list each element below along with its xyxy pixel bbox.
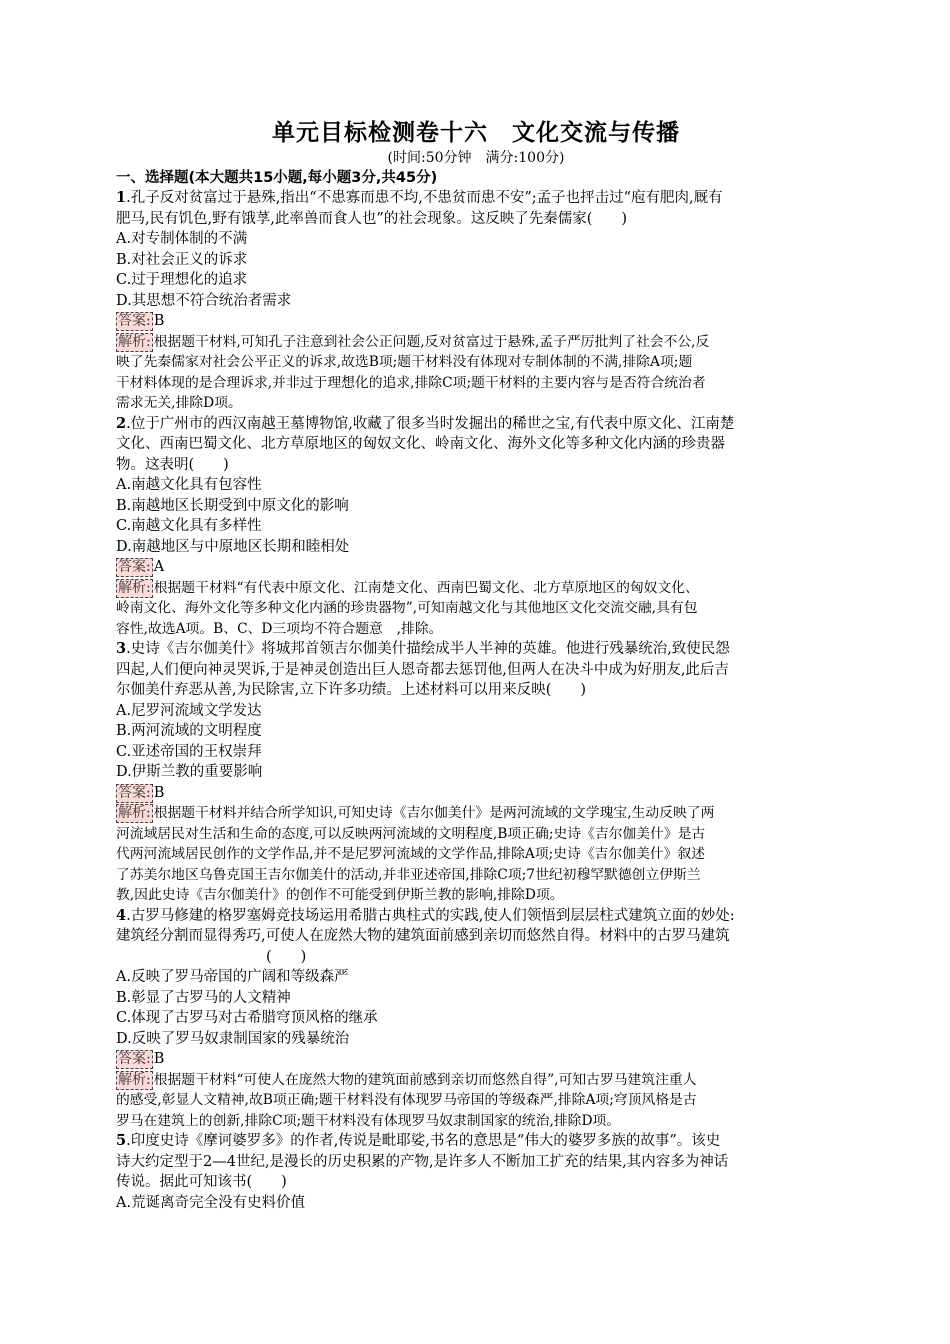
explain-tag: 解析: bbox=[118, 579, 151, 596]
question-3: 3.史诗《吉尔伽美什》将城邦首领吉尔伽美什描绘成半人半神的英雄。他进行残暴统治,致使民怨 四起,人们便向神灵哭诉,于是神灵创造出巨人恩奇都去惩罚他,但两人在决斗中成为好朋友,此后吉 尔伽美什弃恶从善,为民除害,立下许多功绩。上述材料可以用来反映( ) A.尼罗河流域文学发达 B.两河流域的文明程度 C.亚述帝国的王权崇拜 D.伊斯兰教的重要影响 答案: B 解析: 根据题干材料并结合所学知识,可知史诗《吉尔伽美什》是两河流域的文学瑰宝,生动反映了两 河流域居民对生活和生命的态度,可以反映两河流域的文明程度,B项正确;史诗《吉尔伽美什》是古 代两河流域居民创作的文学作品,并不是尼罗河流域的文学作品,排除A项;史诗《吉尔伽美什》叙述 了苏美尔地区乌鲁克国王吉尔伽美什的活动,并非亚述帝国,排除C项;7世纪初穆罕默德创立伊斯兰 教,因此史诗《吉尔伽美什》的创作不可能受到伊斯兰教的影响,排除D项。 bbox=[116, 639, 836, 906]
answer-tag: 答案: bbox=[118, 784, 151, 801]
option-b: B.彰显了古罗马的人文精神 bbox=[116, 989, 291, 1006]
answer-tag: 答案: bbox=[118, 559, 151, 575]
document-page bbox=[116, 118, 836, 1213]
option-d: D.反映了罗马奴隶制国家的残暴统治 bbox=[116, 1030, 350, 1047]
question-1: 1.孔子反对贫富过于悬殊,指出“不患寡而患不均,不患贫而患不安”;孟子也抨击过“庖有肥肉,厩有 肥马,民有饥色,野有饿莩,此率兽而食人也”的社会现象。这反映了先秦儒家( ) A.对专制体制的不满 B.对社会正义的诉求 C.过于理想化的追求 D.其思想不符合统治者需求 答案: B 解析: 根据题干材料,可知孔子注意到社会公正问题,反对贫富过于悬殊,孟子严厉批判了社会不公,反 映了先秦儒家对社会公平正义的诉求,故选B项;题干材料没有体现对专制体制的不满,排除A项;题 干材料体现的是合理诉求,并非过于理想化的追求,排除C项;题干材料的主要内容与是否符合统治者 需求无关,排除D项。 bbox=[116, 188, 836, 414]
page-title: 单元目标检测卷十六 文化交流与传播 bbox=[272, 120, 680, 146]
explanation: 解析: 根据题干材料,可知孔子注意到社会公正问题,反对贫富过于悬殊,孟子严厉批判了社会不公,反 映了先秦儒家对社会公平正义的诉求,故选B项;题干材料没有体现对专制体制的不满,排除A项;题 干材料体现的是合理诉求,并非过于理想化的追求,排除C项;题干材料的主要内容与是否符合统治者 需求无关,排除D项。 bbox=[116, 333, 710, 411]
answer-value: B bbox=[153, 1051, 165, 1067]
explain-tag: 解析: bbox=[118, 805, 151, 821]
answer-line bbox=[116, 783, 836, 804]
option-a: A.对专制体制的不满 bbox=[116, 231, 248, 247]
question-5: 5.印度史诗《摩诃婆罗多》的作者,传说是毗耶娑,书名的意思是“伟大的婆罗多族的故事”。该史 诗大约定型于2—4世纪,是漫长的历史积累的产物,是许多人不断加工扩充的结果,其内容多为神话 传说。据此可知该书( ) A.荒诞离奇完全没有史料价值 bbox=[116, 1131, 836, 1213]
exam-info: (时间:50分钟 满分:100分) bbox=[387, 150, 565, 166]
question-4: 4.古罗马修建的格罗塞姆竞技场运用希腊古典柱式的实践,使人们领悟到层层柱式建筑立面的妙处: 建筑经分割而显得秀巧,可使人在庞然大物的建筑面前感到亲切而悠然自得。材料中的古罗马建筑 ( ) A.反映了罗马帝国的广阔和等级森严 B.彰显了古罗马的人文精神 C.体现了古罗马对古希腊穹顶风格的继承 D.反映了罗马奴隶制国家的残暴统治 答案: B 解析: 根据题干材料“可使人在庞然大物的建筑面前感到亲切而悠然自得”,可知古罗马建筑注重人 的感受,彰显人文精神,故B项正确;题干材料没有体现罗马帝国的等级森严,排除A项;穹顶风格是古 罗马在建筑上的创新,排除C项;题干材料没有体现罗马奴隶制国家的统治,排除D项。 bbox=[116, 906, 836, 1132]
option-c: C.过于理想化的追求 bbox=[116, 272, 248, 288]
option-d: D.其思想不符合统治者需求 bbox=[116, 292, 292, 309]
answer-line bbox=[116, 557, 836, 578]
explain-tag: 解析: bbox=[118, 1071, 151, 1088]
option-b: B.南越地区长期受到中原文化的影响 bbox=[116, 497, 349, 514]
explanation: 解析: 根据题干材料并结合所学知识,可知史诗《吉尔伽美什》是两河流域的文学瑰宝,生动反映了两 河流域居民对生活和生命的态度,可以反映两河流域的文明程度,B项正确;史诗《吉尔伽美什》是古 代两河流域居民创作的文学作品,并不是尼罗河流域的文学作品,排除A项;史诗《吉尔伽美什》叙述 了苏美尔地区乌鲁克国王吉尔伽美什的活动,并非亚述帝国,排除C项;7世纪初穆罕默德创立伊斯兰 教,因此史诗《吉尔伽美什》的创作不可能受到伊斯兰教的影响,排除D项。 bbox=[116, 805, 715, 903]
option-d: D.南越地区与中原地区长期和睦相处 bbox=[116, 538, 350, 555]
explanation: 解析: 根据题干材料“有代表中原文化、江南楚文化、西南巴蜀文化、北方草原地区的匈奴文化、 岭南文化、海外文化等多种文化内涵的珍贵器物”,可知南越文化与其他地区文化交流交融,具有包 容性,故选A项。B、C、D三项均不符合题意 ,排除。 bbox=[116, 579, 699, 637]
option-d: D.伊斯兰教的重要影响 bbox=[116, 764, 263, 780]
option-b: B.两河流域的文明程度 bbox=[116, 723, 262, 739]
option-a: A.尼罗河流域文学发达 bbox=[116, 702, 262, 719]
option-c: C.南越文化具有多样性 bbox=[116, 518, 262, 534]
explain-tag: 解析: bbox=[118, 333, 151, 350]
answer-value: A bbox=[153, 559, 165, 575]
option-a: A.荒诞离奇完全没有史料价值 bbox=[116, 1194, 306, 1211]
option-a: A.反映了罗马帝国的广阔和等级森严 bbox=[116, 969, 349, 985]
answer-tag: 答案: bbox=[118, 313, 151, 329]
answer-blank: ( ) bbox=[266, 948, 307, 965]
answer-tag: 答案: bbox=[118, 1051, 151, 1067]
option-a: A.南越文化具有包容性 bbox=[116, 477, 262, 493]
option-b: B.对社会正义的诉求 bbox=[116, 251, 248, 268]
explanation: 解析: 根据题干材料“可使人在庞然大物的建筑面前感到亲切而悠然自得”,可知古罗马建筑注重人 的感受,彰显人文精神,故B项正确;题干材料没有体现罗马帝国的等级森严,排除A项;穹顶风格是古 罗马在建筑上的创新,排除C项;题干材料没有体现罗马奴隶制国家的统治,排除D项。 bbox=[116, 1071, 697, 1129]
answer-line bbox=[116, 1049, 836, 1070]
section-heading: 一、选择题(本大题共15小题,每小题3分,共45分) bbox=[116, 170, 438, 186]
answer-line bbox=[116, 311, 836, 332]
option-c: C.亚述帝国的王权崇拜 bbox=[116, 743, 262, 760]
question-2: 2.位于广州市的西汉南越王墓博物馆,收藏了很多当时发掘出的稀世之宝,有代表中原文化、江南楚 文化、西南巴蜀文化、北方草原地区的匈奴文化、岭南文化、海外文化等多种文化内涵的珍贵器 物。这表明( ) A.南越文化具有包容性 B.南越地区长期受到中原文化的影响 C.南越文化具有多样性 D.南越地区与中原地区长期和睦相处 答案: A 解析: 根据题干材料“有代表中原文化、江南楚文化、西南巴蜀文化、北方草原地区的匈奴文化、 岭南文化、海外文化等多种文化内涵的珍贵器物”,可知南越文化与其他地区文化交流交融,具有包 容性,故选A项。B、C、D三项均不符合题意 ,排除。 bbox=[116, 414, 836, 640]
answer-value: B bbox=[153, 313, 165, 329]
option-c: C.体现了古罗马对古希腊穹顶风格的继承 bbox=[116, 1010, 378, 1026]
answer-value: B bbox=[153, 784, 165, 801]
